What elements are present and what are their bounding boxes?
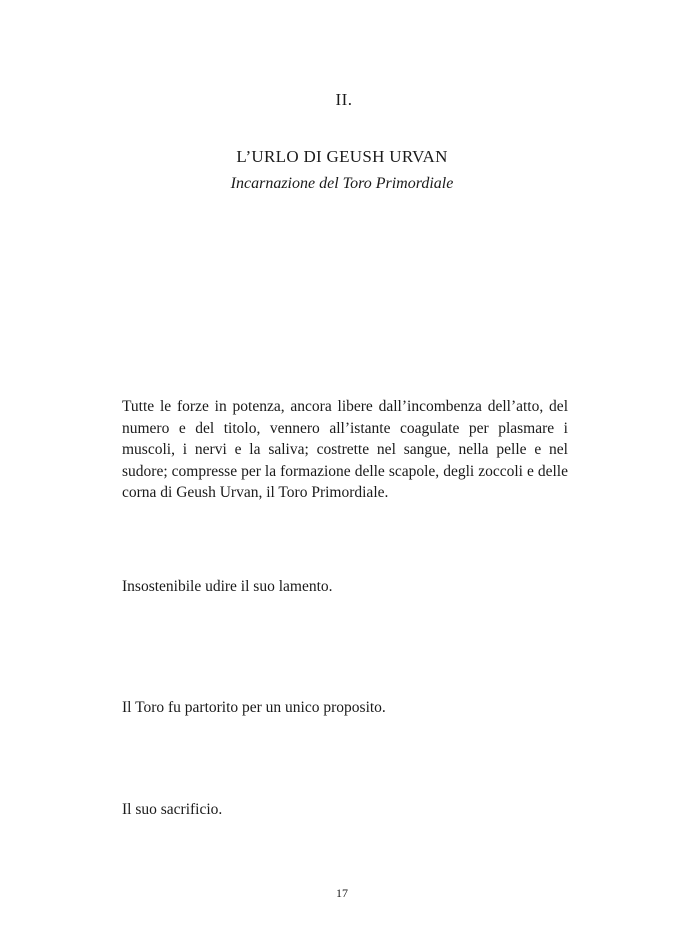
paragraph: Il suo sacrificio. [122, 801, 223, 818]
paragraph: Tutte le forze in potenza, ancora libere dall’incombenza dell’atto, del numero e del titolo, vennero all’istante coagulate per plasmare i muscoli, i nervi e la saliva; costrette nel sangue, nella pelle e nel sudore; compresse per la formazione delle scapole, degli zoccoli e delle corna di Geush Urvan, il Toro Primordiale. [122, 398, 568, 501]
paragraph: Il Toro fu partorito per un unico proposito. [122, 699, 386, 716]
chapter-title: L’URLO DI GEUSH URVAN [236, 147, 448, 166]
page-number: 17 [336, 886, 348, 900]
chapter-number: II. [335, 90, 353, 109]
chapter-subtitle: Incarnazione del Toro Primordiale [230, 175, 454, 192]
paragraph: Insostenibile udire il suo lamento. [122, 578, 333, 595]
